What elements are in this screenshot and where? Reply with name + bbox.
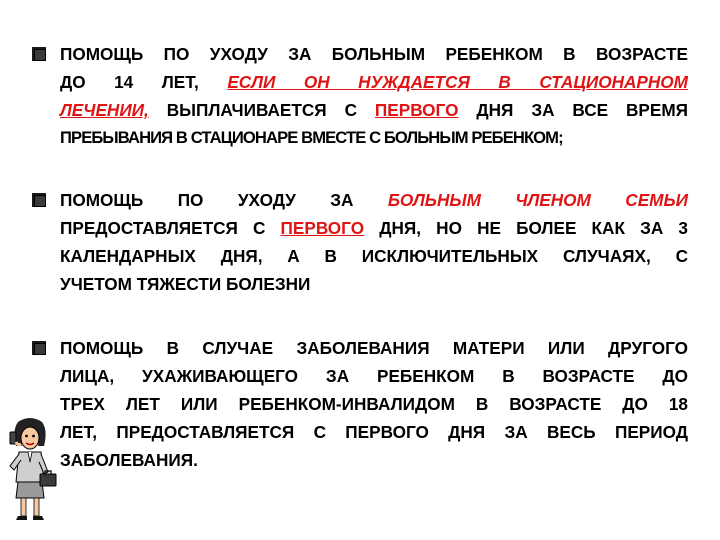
item-1-emphasis-1: ЕСЛИ ОН НУЖДАЕТСЯ В СТАЦИОНАРНОМ [227, 72, 688, 92]
item-1-text-3a: ВЫПЛАЧИВАЕТСЯ С [148, 100, 375, 120]
item-2-line-1 [32, 186, 688, 214]
item-3-line-2 [32, 362, 688, 390]
item-1-line-3 [32, 96, 688, 124]
item-2-emphasis-1: БОЛЬНЫМ ЧЛЕНОМ СЕМЬИ [387, 190, 689, 210]
checkbox-bullet-icon [32, 193, 46, 207]
list-item-3 [32, 334, 688, 474]
item-2-text-4: УЧЕТОМ ТЯЖЕСТИ БОЛЕЗНИ [60, 274, 311, 294]
item-2-line-4 [32, 270, 688, 298]
item-1-emphasis-2: ЛЕЧЕНИИ, [60, 100, 149, 120]
item-1-text-3b: ДНЯ ЗА ВСЕ ВРЕМЯ [458, 100, 689, 120]
item-1-line-2 [32, 68, 688, 96]
item-2-line-2 [32, 214, 688, 242]
checkbox-bullet-icon [32, 341, 46, 355]
list-item-2 [32, 186, 688, 298]
item-1-line-4 [32, 124, 688, 152]
item-3-text-1: ПОМОЩЬ В СЛУЧАЕ ЗАБОЛЕВАНИЯ МАТЕРИ ИЛИ ДРУГОГО [60, 338, 688, 358]
list-item-1 [32, 40, 688, 152]
businesswoman-with-briefcase-icon [2, 416, 58, 524]
item-3-line-5 [32, 446, 688, 474]
item-2-emphasis-2: ПЕРВОГО [280, 218, 365, 238]
item-2-line-3 [32, 242, 688, 270]
item-3-line-4 [32, 418, 688, 446]
item-1-text-1: ПОМОЩЬ ПО УХОДУ ЗА БОЛЬНЫМ РЕБЕНКОМ В ВОЗРАСТЕ [60, 44, 688, 64]
item-3-text-5: ЗАБОЛЕВАНИЯ. [60, 450, 198, 470]
item-2-text-2b: ДНЯ, НО НЕ БОЛЕЕ КАК ЗА 3 [364, 218, 688, 238]
item-1-text-2a: ДО 14 ЛЕТ, [60, 72, 199, 92]
item-3-text-3: ТРЕХ ЛЕТ ИЛИ РЕБЕНКОМ-ИНВАЛИДОМ В ВОЗРАСТЕ ДО 18 [60, 394, 688, 414]
item-2-text-3: КАЛЕНДАРНЫХ ДНЯ, А В ИСКЛЮЧИТЕЛЬНЫХ СЛУЧАЯХ, С [60, 246, 688, 266]
checkbox-bullet-icon [32, 47, 46, 61]
item-1-emphasis-3: ПЕРВОГО [374, 100, 459, 120]
item-3-line-1 [32, 334, 688, 362]
item-1-text-4: ПРЕБЫВАНИЯ В СТАЦИОНАРЕ ВМЕСТЕ С БОЛЬНЫМ РЕБЕНКОМ; [60, 128, 563, 147]
item-2-text-2a: ПРЕДОСТАВЛЯЕТСЯ С [60, 218, 281, 238]
item-3-text-2: ЛИЦА, УХАЖИВАЮЩЕГО ЗА РЕБЕНКОМ В ВОЗРАСТЕ ДО [60, 366, 688, 386]
item-3-text-4: ЛЕТ, ПРЕДОСТАВЛЯЕТСЯ С ПЕРВОГО ДНЯ ЗА ВЕСЬ ПЕРИОД [60, 422, 688, 442]
item-1-line-1 [32, 40, 688, 68]
item-2-text-1a: ПОМОЩЬ ПО УХОДУ ЗА [60, 190, 388, 210]
item-3-line-3 [32, 390, 688, 418]
